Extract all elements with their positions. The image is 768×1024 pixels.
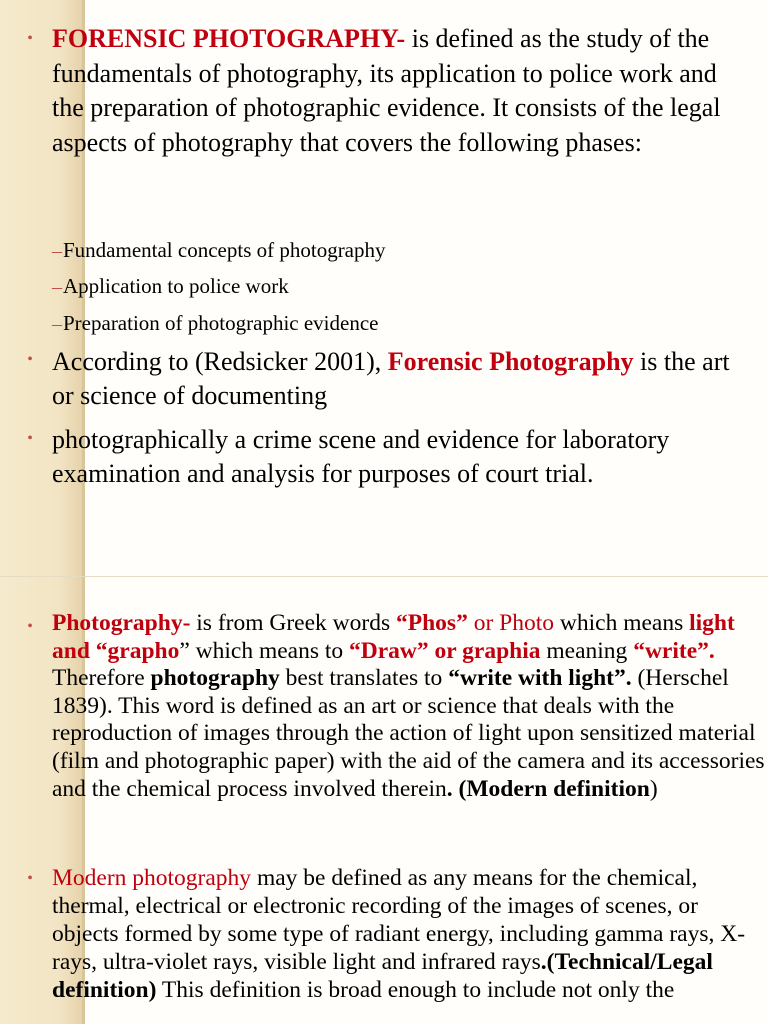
phase-label: Preparation of photographic evidence [63, 311, 379, 335]
term-forensic-photography: Forensic Photography [387, 347, 634, 376]
bullet-icon: • [27, 30, 33, 47]
definition-paragraph [52, 22, 754, 160]
term-photo: or Photo [467, 610, 555, 636]
dash-icon: – [52, 313, 62, 335]
phase-item [52, 310, 378, 337]
term-forensic-photography: FORENSIC PHOTOGRAPHY- [52, 24, 406, 53]
bullet-icon: • [27, 618, 33, 635]
bullet-icon: • [27, 870, 33, 887]
redsicker-paragraph [52, 345, 754, 413]
phase-item [52, 273, 289, 300]
term-light-grapho: light and “grapho [52, 610, 735, 664]
text-segment: ” which means to [179, 637, 350, 664]
phase-label: Application to police work [63, 274, 289, 298]
text-segment: ) [649, 775, 658, 802]
bullet-icon: • [27, 430, 33, 447]
term-modern-photography: Modern photography [52, 865, 252, 891]
citation-text: According to (Redsicker 2001), [52, 347, 388, 376]
text-segment: best translates to [279, 665, 449, 692]
text-segment: may be defined as any means for the chemical, thermal, electrical or electronic recording of the images of scenes, or objects formed by some type of radiant energy, including gamma rays, X-rays, ultra-violet rays, visible light and infrared rays [52, 865, 746, 975]
text-segment: Therefore [52, 665, 151, 692]
term-write: “write”. [633, 637, 715, 664]
text-segment: meaning [540, 637, 634, 664]
modern-definition-label: . (Modern definition [446, 775, 650, 802]
text-segment: is from Greek words [190, 610, 396, 636]
dash-icon: – [52, 240, 62, 262]
photography-etymology-paragraph [52, 610, 768, 803]
slide-divider [0, 576, 768, 577]
phase-label: Fundamental concepts of photography [63, 238, 386, 262]
term-write-with-light: “write with light”. [448, 665, 632, 692]
term-photography-bold: photography [150, 665, 280, 692]
text-segment: which means [554, 610, 690, 636]
definition-text: is defined as the study of the fundamentals of photography, its application to police work and the preparation of photographic evidence. It consists of the legal aspects of photography that covers the following phases: [52, 24, 721, 157]
term-draw-graphia: “Draw” or graphia [349, 637, 541, 664]
modern-photography-paragraph [52, 864, 768, 1004]
bullet-icon: • [27, 351, 33, 368]
text-segment: This definition is broad enough to include not only the [156, 977, 675, 1003]
dash-icon: – [52, 276, 62, 298]
definition-text: is the art or science of documenting [52, 347, 730, 410]
text-segment: (Herschel 1839). This word is defined as an art or science that deals with the reproduction of images through the action of light upon sensitized material (film and photographic paper) with the aid of the camera and its accessories and the chemical process involved therein [52, 665, 765, 802]
technical-legal-definition-label: .(Technical/Legal definition) [52, 949, 713, 1003]
phase-item [52, 237, 386, 264]
term-phos: “Phos” [396, 610, 468, 636]
term-photography: Photography- [52, 610, 191, 636]
definition-text: photographically a crime scene and evidence for laboratory examination and analysis for purposes of court trial. [52, 425, 670, 488]
continuation-paragraph [52, 423, 754, 491]
